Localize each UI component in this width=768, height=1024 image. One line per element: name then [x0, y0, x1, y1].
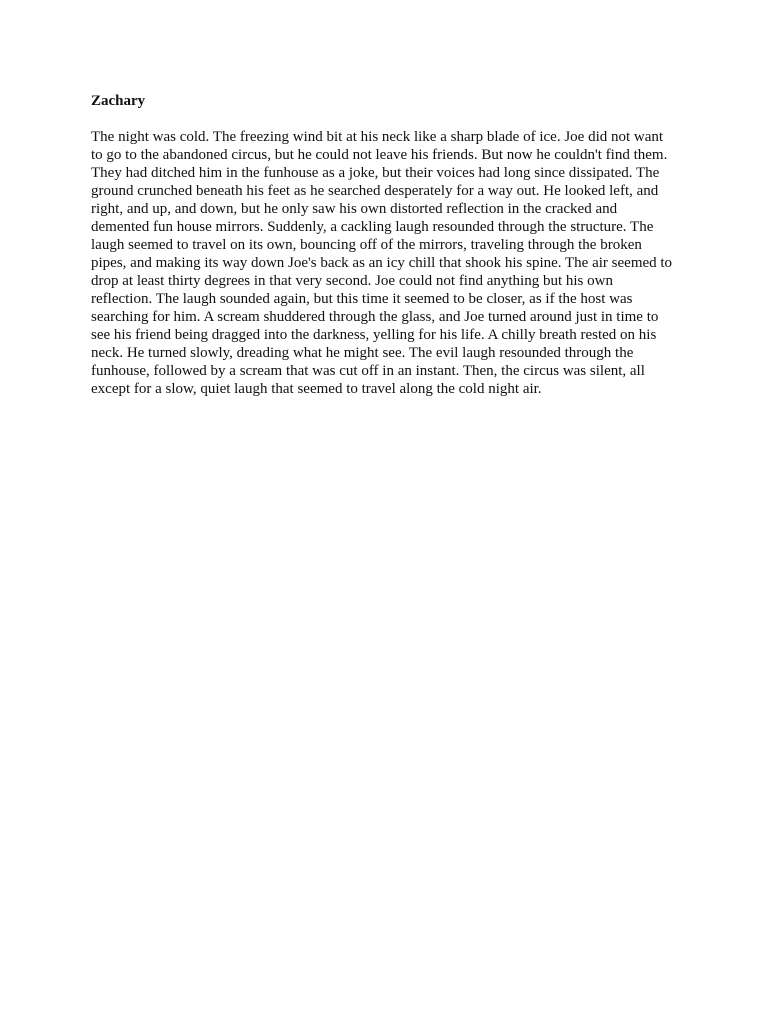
body-line: right, and up, and down, but he only saw his own distorted reflection in the cracked and	[91, 201, 618, 217]
body-line: ground crunched beneath his feet as he searched desperately for a way out. He looked left, and	[91, 183, 659, 199]
body-line: reflection. The laugh sounded again, but this time it seemed to be closer, as if the host was	[91, 291, 633, 307]
document-title: Zachary	[91, 93, 146, 109]
body-line: They had ditched him in the funhouse as a joke, but their voices had long since dissipated. The	[91, 165, 660, 181]
body-line: funhouse, followed by a scream that was cut off in an instant. Then, the circus was silent, all	[91, 363, 645, 379]
body-line: see his friend being dragged into the darkness, yelling for his life. A chilly breath rested on his	[91, 327, 657, 343]
body-line: demented fun house mirrors. Suddenly, a cackling laugh resounded through the structure. The	[91, 219, 654, 235]
document-body	[91, 128, 691, 398]
body-line: laugh seemed to travel on its own, bouncing off of the mirrors, traveling through the broken	[91, 237, 642, 253]
body-line: to go to the abandoned circus, but he could not leave his friends. But now he couldn't find them.	[91, 147, 668, 163]
body-line: The night was cold. The freezing wind bit at his neck like a sharp blade of ice. Joe did not want	[91, 129, 664, 145]
body-line: neck. He turned slowly, dreading what he might see. The evil laugh resounded through the	[91, 345, 634, 361]
body-line: pipes, and making its way down Joe's back as an icy chill that shook his spine. The air seemed to	[91, 255, 673, 271]
body-line: drop at least thirty degrees in that very second. Joe could not find anything but his own	[91, 273, 613, 289]
body-line: except for a slow, quiet laugh that seemed to travel along the cold night air.	[91, 381, 542, 397]
body-line: searching for him. A scream shuddered through the glass, and Joe turned around just in time to	[91, 309, 659, 325]
